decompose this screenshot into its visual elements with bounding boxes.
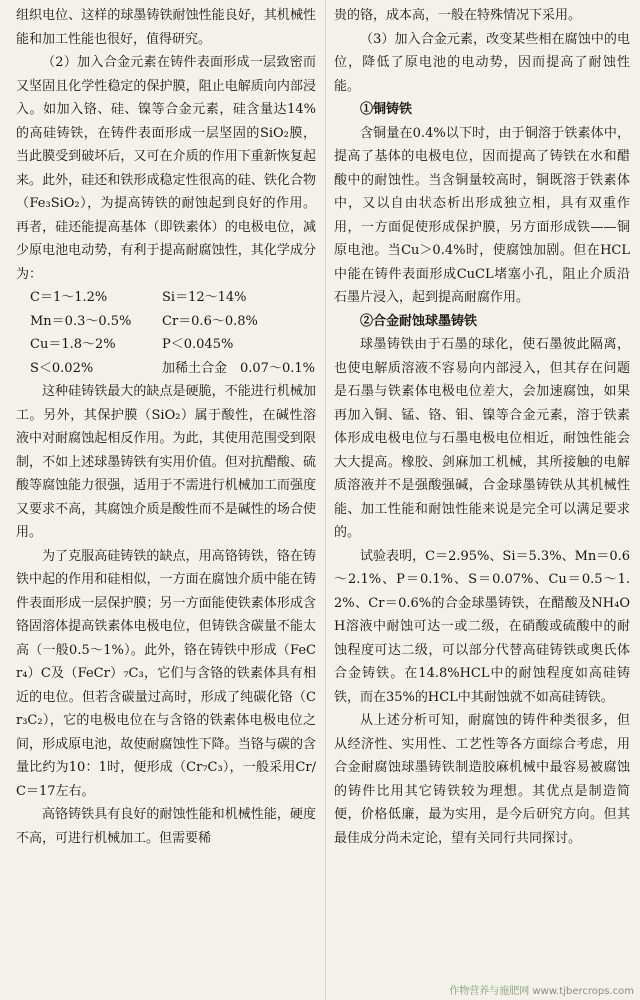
left-paragraph-2: （2）加入合金元素在铸件表面形成一层致密而又坚固且化学性稳定的保护膜，阻止电解质向内部浸入。如加入铬、硅、镍等合金元素，硅含量达14%的高硅铸铁，在铸件表面形成一层坚固的SiO₂膜，当此膜受到破坏后，又可在介质的作用下重新恢复起来。此外，硅还和铁形成稳定性很高的硅、铁化合物（Fe₃SiO₂），为提高铸铁的耐蚀起到良好的作用。再者，硅还能提高基体（即铁素体）的电极电位，减少原电池电动势，有利于提高耐腐蚀性，其化学成分为： (16, 55, 316, 282)
left-paragraph-5: 高铬铸铁具有良好的耐蚀性能和机械性能，硬度不高，可进行机械加工。但需要稀 (16, 807, 316, 846)
formula-c: C＝1～1.2% (30, 290, 108, 305)
left-paragraph-3: 这种硅铸铁最大的缺点是硬脆，不能进行机械加工。另外，其保护膜（SiO₂）属于酸性，在碱性溶液中对耐腐蚀起相反作用。为此，其使用范围受到限制，不如上述球墨铸铁有实用价值。但对抗醋酸、硫酸等腐蚀能力很强，适用于不需进行机械加工而强度又要求不高，其腐蚀介质是酸性而不是碱性的场合使用。 (16, 384, 316, 540)
section-heading-ductile-iron: ②合金耐蚀球墨铸铁 (360, 313, 478, 329)
right-paragraph-5: 试验表明，C＝2.95%、Si＝5.3%、Mn＝0.6～2.1%、P＝0.1%、S＝0.07%、Cu＝0.5～1.2%、Cr＝0.6%的合金球墨铸铁，在醋酸及NH₄OH溶液中耐蚀可达一或二级，在硝酸或硫酸中的耐蚀程度可达二级，可以部分代替高硅铸铁或奥氏体合金铸铁。在14.8%HCL中的耐蚀程度如高硅铸铁，而在35%的HCL中其耐蚀就不如高硅铸铁。 (334, 548, 630, 705)
left-paragraph-4: 为了克服高硅铸铁的缺点，用高铬铸铁，铬在铸铁中起的作用和硅相似，一方面在腐蚀介质中能在铸件表面形成一层保护膜；另一方面能使铁素体形成含铬固溶体提高铁素体电极电位，但铸铁含碳量不能太高（一般0.5～1%）。此外，铬在铸铁中形成（FeCr₄）C及（FeCr）₇C₃，它们与含铬的铁素体具有相近的电位。但若含碳量过高时，形成了纯碳化铬（Cr₃C₂），它的电极电位在与含铬的铁素体电极电位之间，形成原电池，故使耐腐蚀性下降。当铬与碳的含量比约为10：1时，便形成（Cr₇C₃），一般采用Cr/C＝17左右。 (16, 548, 316, 799)
right-paragraph-6: 从上述分析可知，耐腐蚀的铸件种类很多，但从经济性、实用性、工艺性等各方面综合考虑，用合金耐腐蚀球墨铸铁制造胶麻机械中最容易被腐蚀的铸件比用其它铸铁较为理想。其优点是制造简便，价格低廉，最为实用，是今后研究方向。但其最佳成分尚未定论，望有关同行共同探讨。 (334, 713, 630, 846)
formula-s: S＜0.02% (30, 360, 94, 376)
formula-cr: Cr＝0.6～0.8% (162, 313, 258, 329)
composition-formula (16, 286, 316, 380)
right-paragraph-1: 贵的铬，成本高，一般在特殊情况下采用。 (334, 8, 582, 23)
column-divider (325, 0, 326, 1000)
right-paragraph-3: 含铜量在0.4%以下时，由于铜溶于铁素体中，提高了基体的电极电位，因而提高了铸铁在水和醋酸中的耐蚀性。当含铜量较高时，铜既溶于铁素体中，又以自由状态析出形成独立相，具有双重作用，一方面促使形成保护膜，另方面形成铁——铜原电池。当Cu＞0.4%时，使腐蚀加剧。但在HCL中能在铸件表面形成CuCL堵塞小孔，阻止介质沿石墨片浸入，起到提高耐腐作用。 (334, 125, 630, 305)
right-column (334, 4, 630, 850)
left-column (16, 4, 316, 850)
formula-si: Si＝12～14% (162, 290, 247, 305)
watermark-url: www.tjbercrops.com (532, 986, 634, 997)
watermark-title: 作物营养与施肥网 (449, 986, 530, 997)
formula-re: 加稀土合金 0.07～0.1% (162, 360, 315, 376)
formula-cu: Cu＝1.8～2% (30, 337, 116, 352)
section-heading-copper-iron: ①铜铸铁 (360, 102, 413, 117)
formula-p: P＜0.045% (162, 337, 234, 352)
right-paragraph-4: 球墨铸铁由于石墨的球化，使石墨彼此隔离，也使电解质溶液不容易向内部浸入，但其存在问题是石墨与铁素体电极电位差大，会加速腐蚀，如果再加入铜、锰、铬、钼、镍等合金元素，溶于铁素体形成电极电位与石墨电极电位相近，耐蚀性能会大大提高。橡胶、剑麻加工机械，其所接触的电解质溶液并不是强酸强碱，合金球墨铸铁从其机械性能、加工性能和耐蚀性能来说是完全可以满足要求的。 (334, 337, 630, 540)
left-paragraph-1: 组织电位、这样的球墨铸铁耐蚀性能良好，其机械性能和加工性能也很好，值得研究。 (16, 8, 316, 47)
right-paragraph-2: （3）加入合金元素，改变某些相在腐蚀中的电位，降低了原电池的电动势，因而提高了耐蚀性能。 (334, 31, 630, 94)
formula-mn: Mn＝0.3～0.5% (30, 313, 132, 329)
site-watermark (449, 982, 634, 997)
